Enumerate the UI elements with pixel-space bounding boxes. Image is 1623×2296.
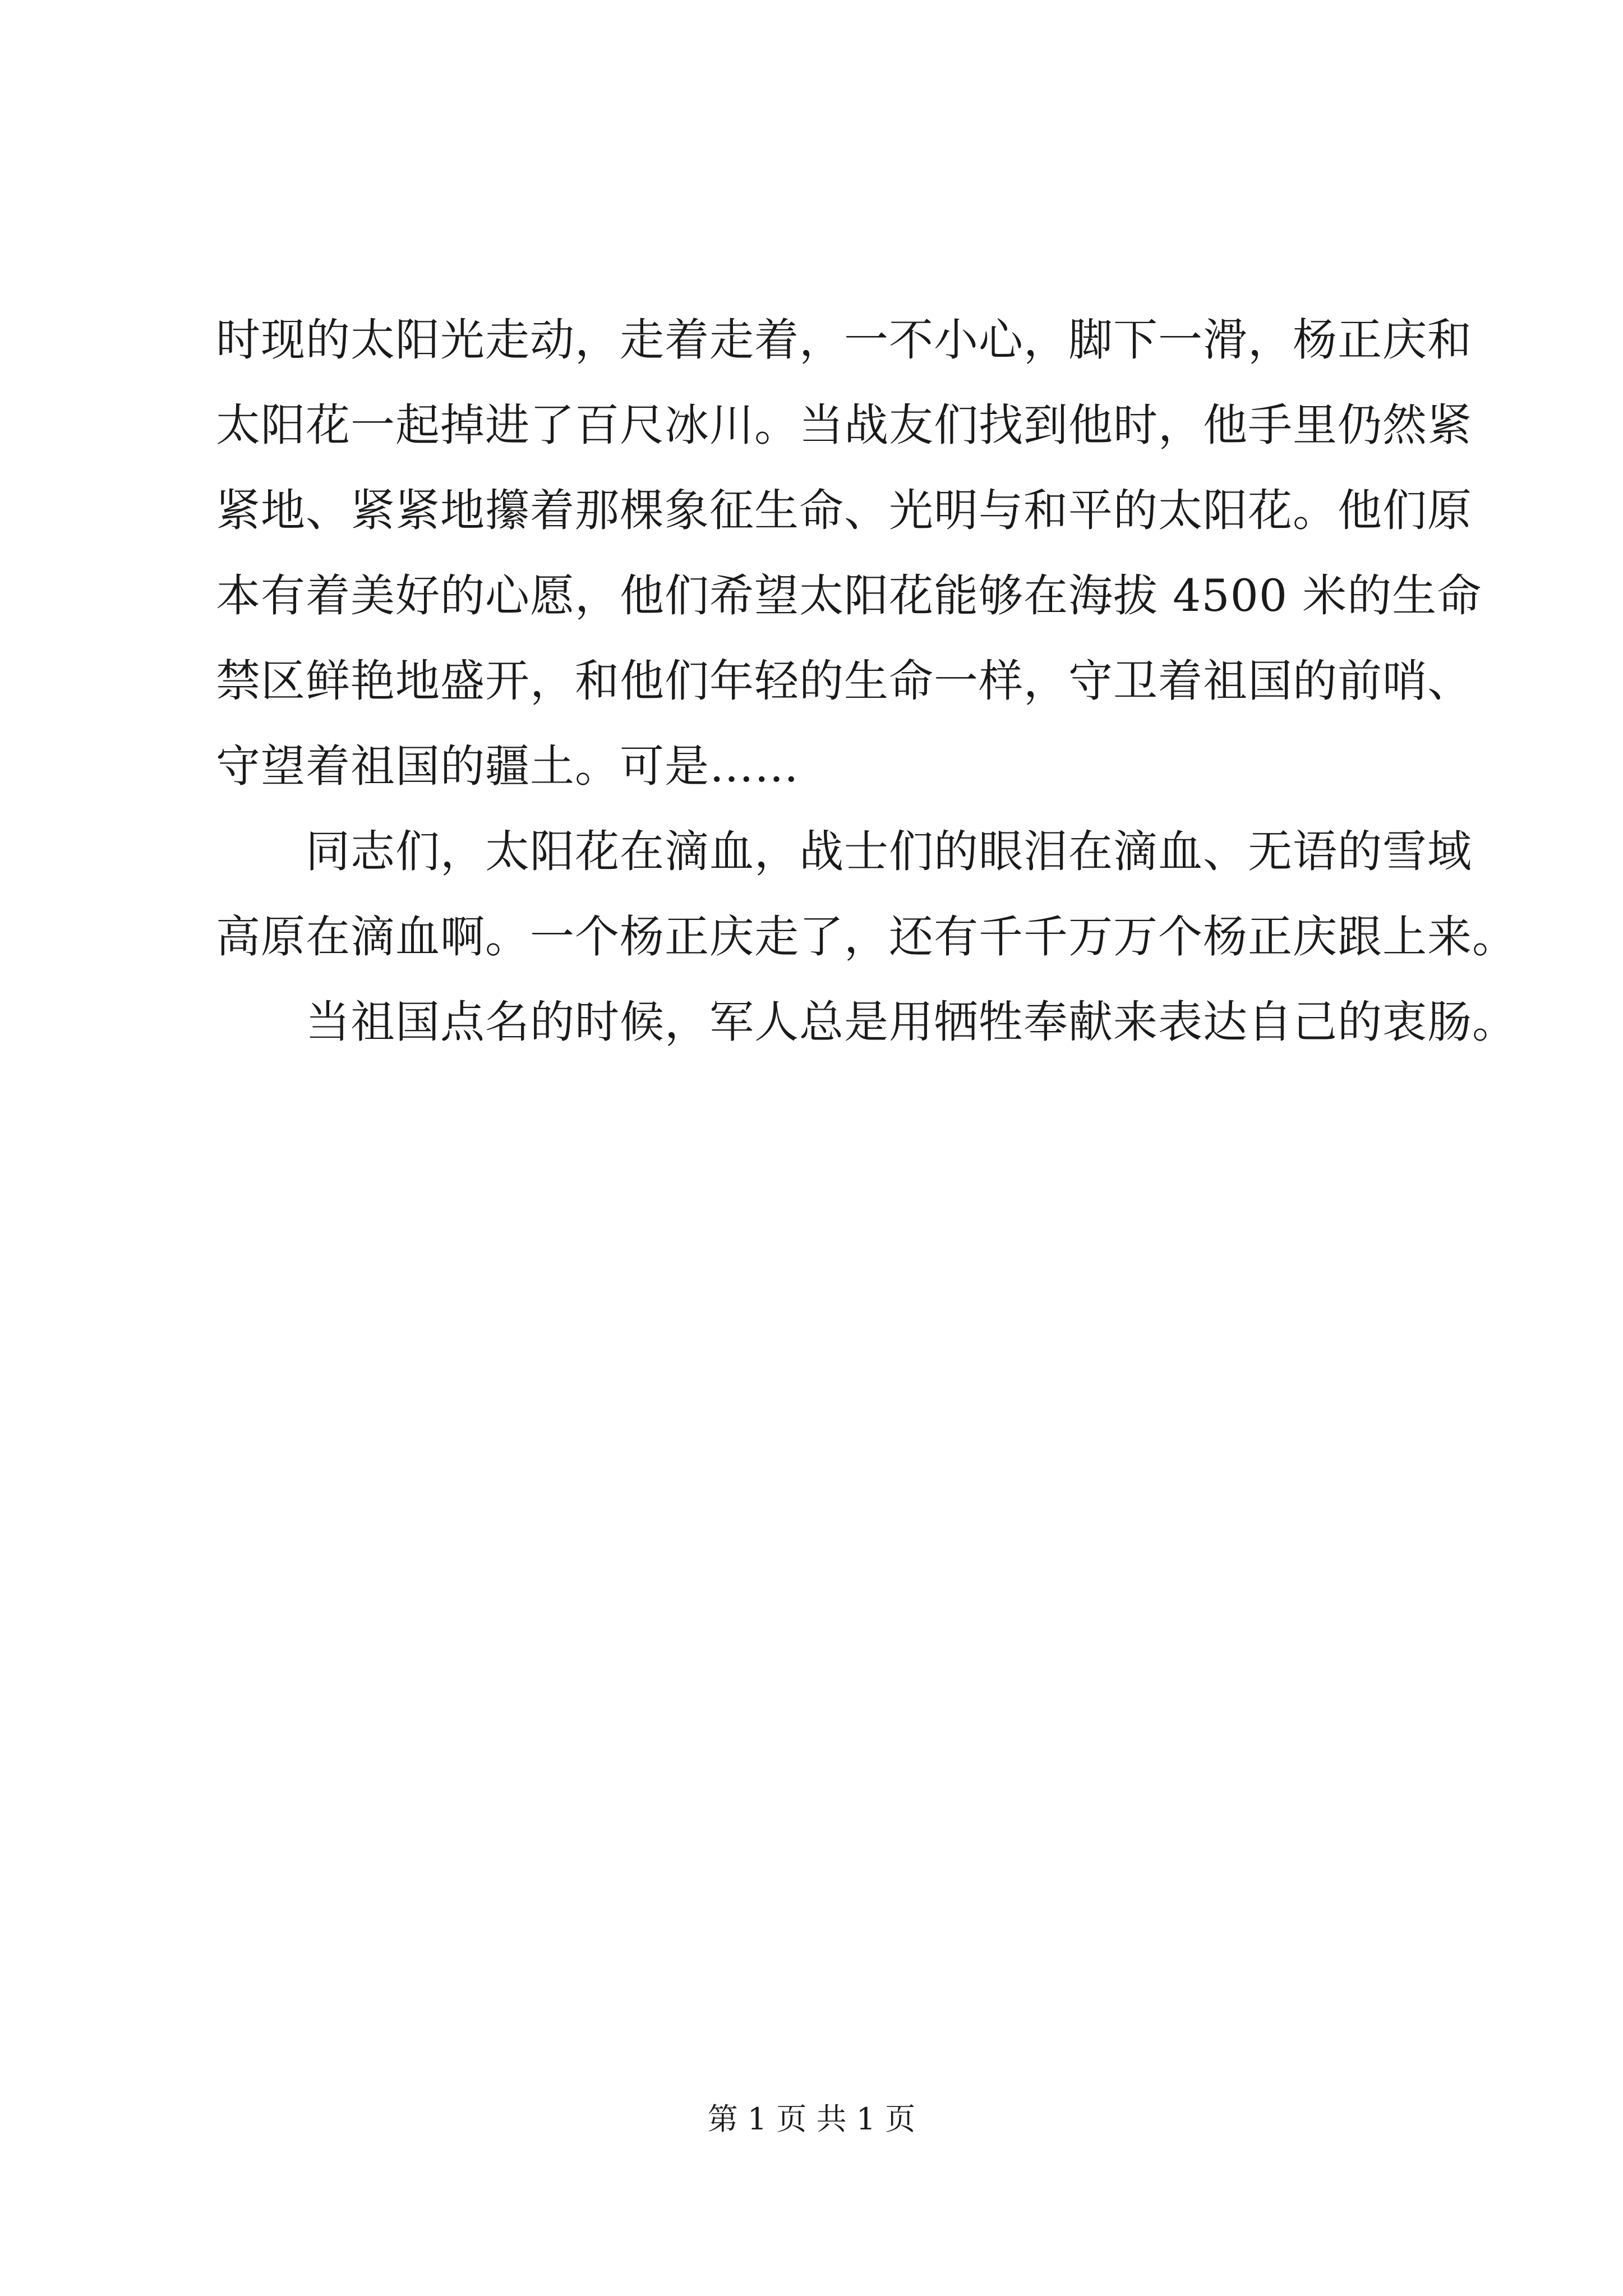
paragraph-line: 高原在滴血啊。一个杨正庆走了，还有千千万万个杨正庆跟上来。 [216,911,1517,963]
paragraph-line: 紧地、紧紧地攥着那棵象征生命、光明与和平的太阳花。他们原 [216,485,1472,536]
paragraph-line: 时现的太阳光走动，走着走着，一不小心，脚下一滑，杨正庆和 [216,314,1472,366]
paragraph-line: 当祖国点名的时候，军人总是用牺牲奉献来表达自己的衷肠。 [306,996,1517,1048]
paragraph-line: 守望着祖国的疆土。可是…… [216,740,799,792]
paragraph-line: 同志们，太阳花在滴血，战士们的眼泪在滴血、无语的雪域 [306,826,1472,877]
paragraph-line: 太阳花一起掉进了百尺冰川。当战友们找到他时，他手里仍然紧 [216,399,1472,451]
paragraph-line: 本有着美好的心愿，他们希望太阳花能够在海拔 4500 米的生命 [216,570,1482,622]
document-body [216,297,1517,1065]
paragraph-line: 禁区鲜艳地盛开，和他们年轻的生命一样，守卫着祖国的前哨、 [216,655,1472,707]
page-footer [0,2097,1623,2142]
page-number: 第 1 页 共 1 页 [707,2101,916,2137]
